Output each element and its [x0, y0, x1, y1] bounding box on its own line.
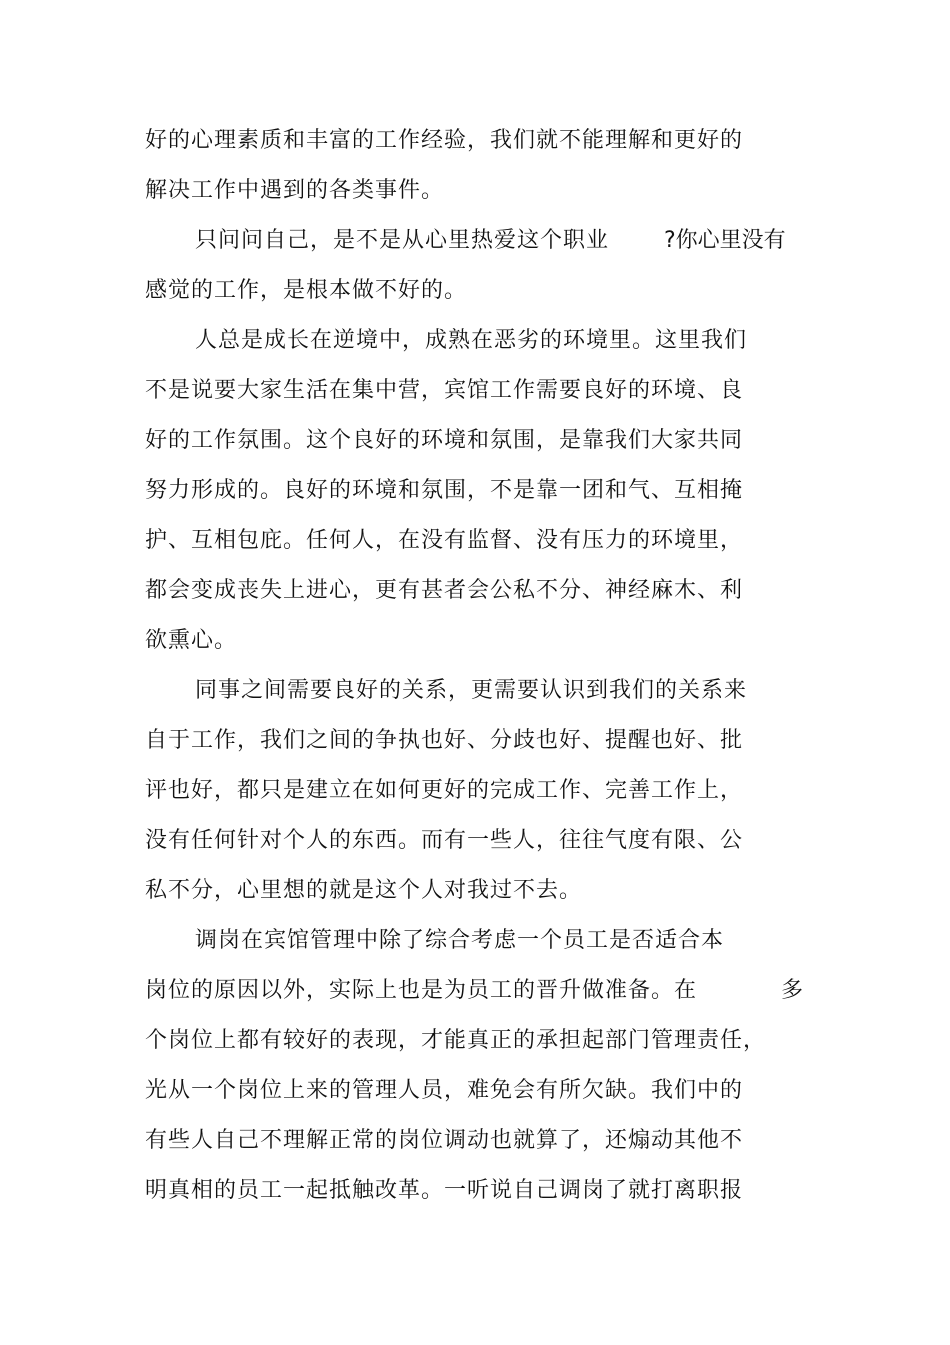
text-line: 好的工作氛围。这个良好的环境和氛围，是靠我们大家共同	[145, 428, 744, 453]
text-line-fragment: 多	[781, 978, 804, 1003]
text-line: 评也好，都只是建立在如何更好的完成工作、完善工作上，	[145, 778, 744, 803]
text-line: 同事之间需要良好的关系，更需要认识到我们的关系来	[195, 678, 748, 703]
text-line: 解决工作中遇到的各类事件。	[145, 178, 445, 203]
text-line: 护、互相包庇。任何人，在没有监督、没有压力的环境里，	[145, 528, 744, 553]
text-line-fragment: ?你心里没有	[664, 228, 786, 253]
text-line: 个岗位上都有较好的表现，才能真正的承担起部门管理责任，	[145, 1028, 767, 1053]
text-line: 没有任何针对个人的东西。而有一些人，往往气度有限、公	[145, 828, 744, 853]
text-line: 明真相的员工一起抵触改革。一听说自己调岗了就打离职报	[145, 1178, 744, 1203]
text-line: 人总是成长在逆境中，成熟在恶劣的环境里。这里我们	[195, 328, 748, 353]
text-line: 只问问自己，是不是从心里热爱这个职业	[195, 228, 610, 253]
text-line: 感觉的工作，是根本做不好的。	[145, 278, 468, 303]
text-line: 岗位的原因以外，实际上也是为员工的晋升做准备。在	[145, 978, 698, 1003]
text-line: 欲熏心。	[145, 628, 238, 653]
text-line: 光从一个岗位上来的管理人员，难免会有所欠缺。我们中的	[145, 1078, 744, 1103]
text-line: 自于工作，我们之间的争执也好、分歧也好、提醒也好、批	[145, 728, 744, 753]
text-line: 努力形成的。良好的环境和氛围，不是靠一团和气、互相掩	[145, 478, 744, 503]
text-line: 都会变成丧失上进心，更有甚者会公私不分、神经麻木、利	[145, 578, 744, 603]
text-line: 有些人自己不理解正常的岗位调动也就算了，还煽动其他不	[145, 1128, 744, 1153]
text-line: 调岗在宾馆管理中除了综合考虑一个员工是否适合本	[195, 928, 725, 953]
text-line: 不是说要大家生活在集中营，宾馆工作需要良好的环境、良	[145, 378, 744, 403]
text-line: 私不分，心里想的就是这个人对我过不去。	[145, 878, 583, 903]
text-line: 好的心理素质和丰富的工作经验，我们就不能理解和更好的	[145, 128, 744, 153]
